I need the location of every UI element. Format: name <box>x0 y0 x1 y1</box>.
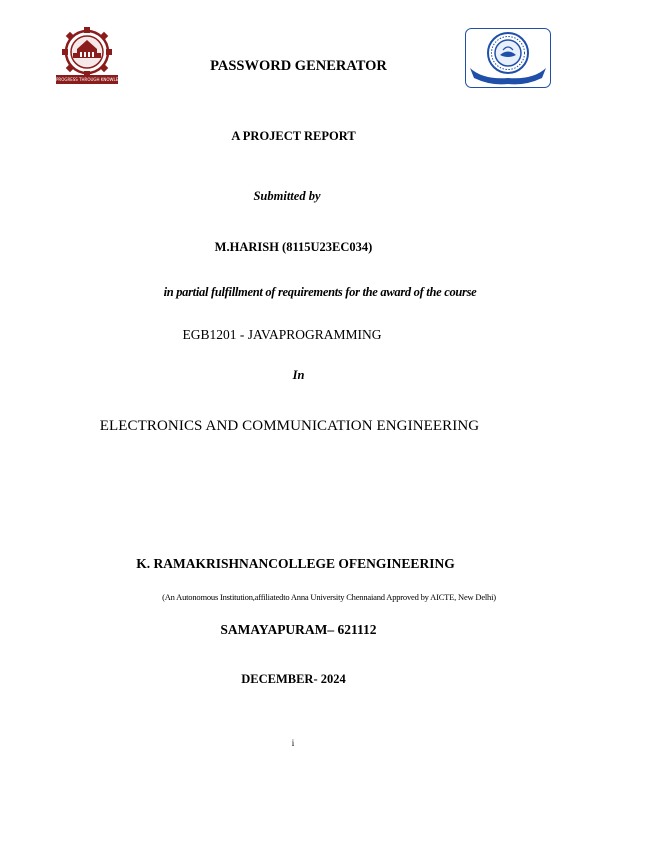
submitted-by-label: Submitted by <box>253 189 321 203</box>
partial-fulfillment-text: in partial fulfillment of requirements for the award of the course <box>163 285 477 299</box>
document-title: PASSWORD GENERATOR <box>210 58 387 74</box>
anna-university-emblem-icon <box>55 25 127 86</box>
submission-date: DECEMBER- 2024 <box>241 672 346 686</box>
college-location: SAMAYAPURAM– 621112 <box>220 622 377 637</box>
college-name: K. RAMAKRISHNANCOLLEGE OFENGINEERING <box>136 556 455 571</box>
report-type: A PROJECT REPORT <box>231 129 356 143</box>
department-name: ELECTRONICS AND COMMUNICATION ENGINEERING <box>99 418 480 434</box>
page-number: i <box>291 738 295 748</box>
college-affiliation: (An Autonomous Institution,affiliatedto Anna University Chennaiand Approved by AICTE, New Delhi) <box>162 592 496 602</box>
author-name: M.HARISH (8115U23EC034) <box>214 240 373 254</box>
course-name: EGB1201 - JAVAPROGRAMMING <box>182 327 382 342</box>
in-label: In <box>292 368 305 382</box>
emblem-motto-text: PROGRESS THROUGH KNOWLEDGE <box>56 77 127 82</box>
